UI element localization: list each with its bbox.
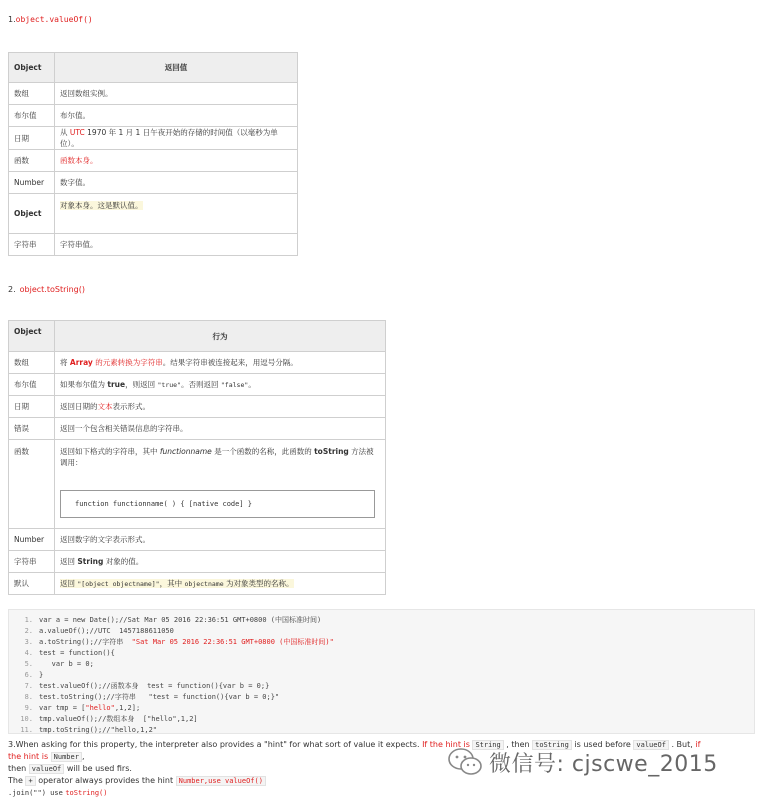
text: 表示形式。: [112, 402, 150, 411]
code-text: var a = new Date();//Sat Mar 05 2016 22:36:51 GMT+0800 (中国标准时间): [39, 616, 322, 624]
code-text: "true": [157, 381, 181, 389]
code-string: "hello": [85, 704, 115, 712]
code-text: .join("") use: [8, 789, 63, 797]
text: 返回: [60, 557, 78, 566]
italic-text: functionname: [159, 447, 212, 456]
cell-value: [55, 127, 298, 150]
code-line: [9, 703, 754, 714]
line-number: 6.: [24, 671, 33, 679]
bold-text: String: [77, 557, 104, 566]
cell-object: 错误: [9, 418, 55, 440]
cell-object: 函数: [9, 150, 55, 172]
wechat-watermark: [447, 745, 747, 779]
heading-tostring: [8, 285, 85, 294]
text: 。结果字符串被连接起来，用逗号分隔。: [162, 358, 298, 367]
cell-value: 字符串值。: [55, 234, 298, 256]
code-tag: String: [472, 740, 503, 750]
text: 从: [60, 128, 70, 137]
code-line: [9, 648, 754, 659]
table-row: [9, 440, 386, 529]
table-row: [9, 418, 386, 440]
code-line: [9, 626, 754, 637]
table-row: [9, 105, 298, 127]
cell-value: 返回一个包含相关错误信息的字符串。: [55, 418, 386, 440]
cell-object: 日期: [9, 396, 55, 418]
text: will be used firs.: [66, 764, 132, 773]
heading-code: object.toString(): [19, 285, 85, 294]
text: 。: [248, 380, 256, 389]
bold-text: true: [107, 380, 126, 389]
code-text: ,1,2];: [114, 704, 141, 712]
red-code-text: toString(): [65, 789, 108, 797]
line-number: 5.: [24, 660, 33, 668]
text: , then: [506, 740, 530, 749]
text: 3.When asking for this property, the interpreter also provides a "hint" for what sort of value it expects.: [8, 740, 420, 749]
code-text: tmp.toString();//"hello,1,2": [39, 726, 158, 734]
cell-object: 布尔值: [9, 105, 55, 127]
code-tag: valueOf: [633, 740, 669, 750]
code-line: [9, 692, 754, 703]
table-header-behavior: 行为: [55, 321, 386, 352]
code-block: [8, 609, 755, 734]
cell-object: 字符串: [9, 234, 55, 256]
bold-text: toString: [314, 447, 349, 456]
line-number: 10.: [20, 715, 33, 723]
code-text: "false": [220, 381, 249, 389]
cell-value: [55, 194, 298, 234]
cell-object: 布尔值: [9, 374, 55, 396]
text: 将: [60, 358, 70, 367]
text: 1970 年 1 月 1 日午夜开始的存储的时间值（以毫秒为单位）。: [60, 128, 278, 148]
cell-value: [55, 440, 386, 529]
line-number: 2.: [24, 627, 33, 635]
heading-number: 1.: [8, 15, 16, 24]
table-row: [9, 194, 298, 234]
line-number: 11.: [20, 726, 33, 734]
table-row: [9, 352, 386, 374]
code-tag: Number,use valueOf(): [176, 776, 266, 786]
table-row: [9, 529, 386, 551]
table-row: [9, 374, 386, 396]
native-code-box: function functionname( ) { [native code] }: [60, 490, 375, 518]
text: ,: [81, 752, 85, 761]
heading-code: object.valueOf(): [15, 15, 93, 24]
cell-object: 数组: [9, 83, 55, 105]
text: 返回: [60, 579, 78, 588]
table-row: [9, 127, 298, 150]
cell-object: 数组: [9, 352, 55, 374]
cell-value: 数字值。: [55, 172, 298, 194]
table-row: [9, 234, 298, 256]
text: is used before: [574, 740, 631, 749]
code-text: objectname: [184, 580, 224, 588]
code-text: }: [39, 671, 44, 679]
text: . But,: [671, 740, 693, 749]
code-text: a.toString();//字符串: [39, 638, 132, 646]
text: 方法被调用：: [60, 447, 374, 467]
line-number: 3.: [24, 638, 33, 646]
code-text: test.toString();//字符串 "test = function(){var b = 0;}": [39, 693, 280, 701]
red-text: If the hint is: [422, 740, 470, 749]
code-text: test.valueOf();//函数本身 test = function(){var b = 0;}: [39, 682, 270, 690]
code-text: "[object objectname]": [77, 580, 160, 588]
cell-value: [55, 573, 386, 595]
text: 返回如下格式的字符串，其中: [60, 447, 160, 456]
table-row: [9, 150, 298, 172]
red-text: if the hint is: [8, 740, 701, 761]
code-line: [9, 615, 754, 626]
text: ，其中: [159, 579, 185, 588]
cell-value: [55, 374, 386, 396]
code-text: test = function(){: [39, 649, 115, 657]
text: ，则返回: [125, 380, 158, 389]
text: 是一个函数的名称，此函数的: [211, 447, 315, 456]
cell-object: 字符串: [9, 551, 55, 573]
cell-value: 布尔值。: [55, 105, 298, 127]
code-string: "Sat Mar 05 2016 22:36:51 GMT+0800 (中国标准时间)": [131, 638, 334, 646]
heading-valueof: [8, 15, 93, 24]
text: 如果布尔值为: [60, 380, 108, 389]
cell-object: Number: [9, 172, 55, 194]
line-number: 8.: [24, 693, 33, 701]
table-header-return: 返回值: [55, 53, 298, 83]
text: then: [8, 764, 27, 773]
line-number: 4.: [24, 649, 33, 657]
cell-object: Number: [9, 529, 55, 551]
code-line: [9, 681, 754, 692]
code-tag: valueOf: [29, 764, 65, 774]
text: 。否则返回: [180, 380, 221, 389]
red-text: 的元素转换为字符串: [92, 358, 163, 367]
bold-text: Array: [69, 358, 93, 367]
cell-value: 返回数组实例。: [55, 83, 298, 105]
line-number: 7.: [24, 682, 33, 690]
valueof-table: [8, 52, 298, 256]
code-text: tmp.valueOf();//数组本身 ["hello",1,2]: [39, 715, 198, 723]
cell-object: 日期: [9, 127, 55, 150]
cell-object: 函数: [9, 440, 55, 529]
table-row: [9, 551, 386, 573]
heading-number: 2.: [8, 285, 16, 294]
table-header-object: Object: [9, 53, 55, 83]
code-tag: toString: [532, 740, 572, 750]
cell-value: 函数本身。: [55, 150, 298, 172]
cell-object: 默认: [9, 573, 55, 595]
cell-value: [55, 551, 386, 573]
highlight-text: 对象本身。这是默认值。: [60, 201, 143, 210]
table-row: [9, 83, 298, 105]
watermark-text: 微信号: cjscwe_2015: [489, 751, 718, 777]
text: 为对象类型的名称。: [223, 579, 294, 588]
line-number: 9.: [24, 704, 33, 712]
cell-object: Object: [9, 194, 55, 234]
code-line: [9, 670, 754, 681]
code-text: var tmp = [: [39, 704, 86, 712]
cell-value: [55, 352, 386, 374]
red-text: 文本: [97, 402, 113, 411]
table-header-object: Object: [9, 321, 55, 352]
table-row: [9, 573, 386, 595]
text: 返回日期的: [60, 402, 98, 411]
table-row: [9, 396, 386, 418]
line-number: 1.: [24, 616, 33, 624]
text: The: [8, 776, 23, 785]
code-text: a.valueOf();//UTC 1457188611050: [39, 627, 174, 635]
text: 对象的值。: [103, 557, 144, 566]
code-tag: Number: [51, 752, 82, 762]
utc-link[interactable]: UTC: [69, 128, 85, 137]
cell-value: 返回数字的文字表示形式。: [55, 529, 386, 551]
code-line: [9, 714, 754, 725]
text: operator always provides the hint: [38, 776, 174, 785]
code-line: [9, 637, 754, 648]
note-line: [8, 787, 708, 799]
code-text: var b = 0;: [39, 660, 94, 668]
tostring-table: [8, 320, 386, 595]
code-line: [9, 725, 754, 736]
wechat-icon: [447, 747, 483, 777]
code-tag: +: [25, 776, 35, 786]
code-line: [9, 659, 754, 670]
cell-value: [55, 396, 386, 418]
table-row: [9, 172, 298, 194]
